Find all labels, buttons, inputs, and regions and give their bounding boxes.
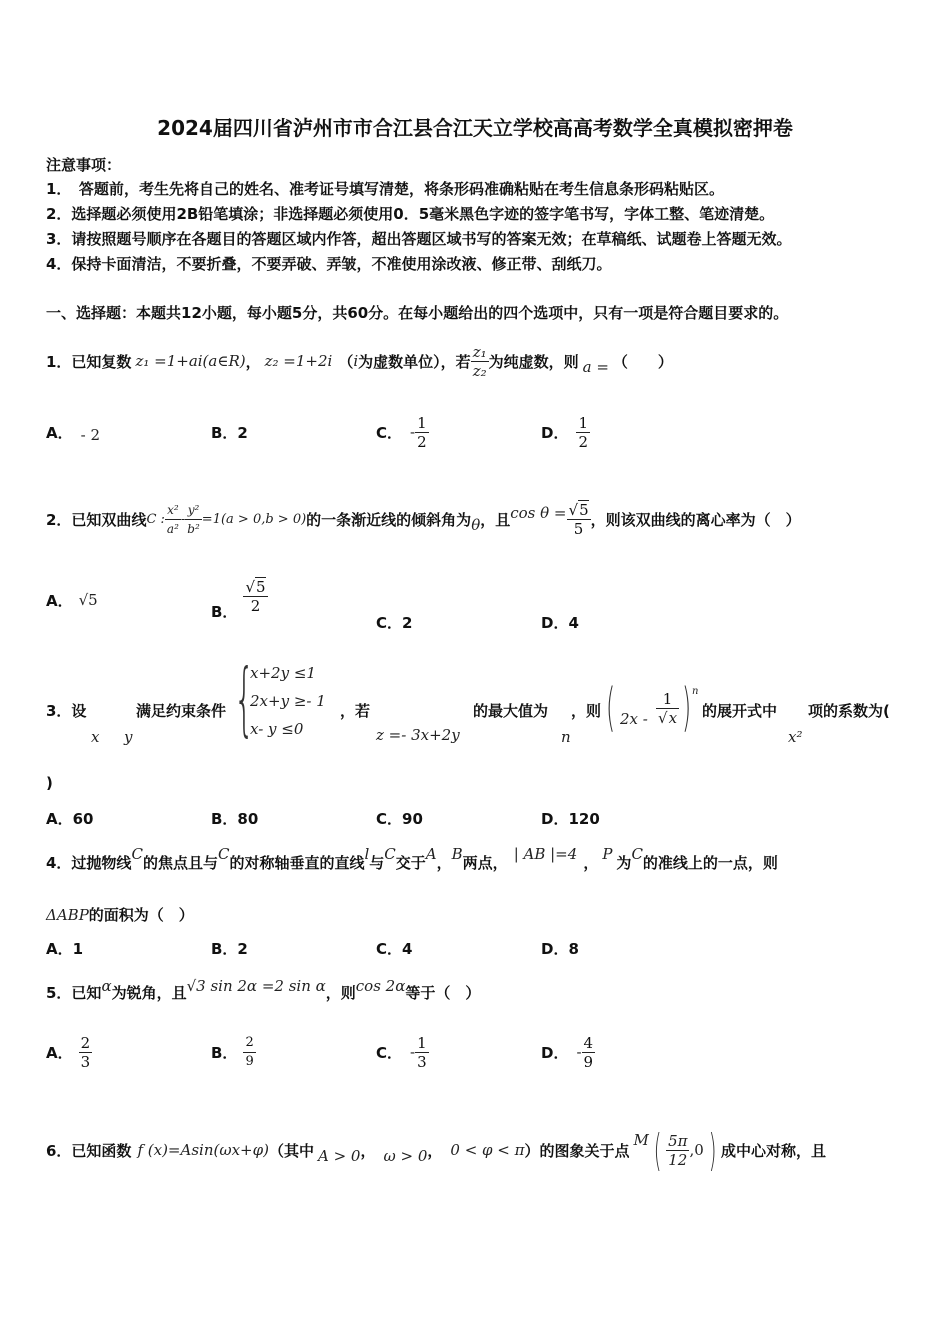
question-4 (46, 840, 778, 884)
option-label: D． (541, 1043, 569, 1062)
q3-text: ，则 (571, 702, 602, 720)
frac-num: 1 (417, 1033, 427, 1052)
page-title: 2024届四川省泸州市市合江县合江天立学校高高考数学全真模拟密押卷 (157, 116, 793, 140)
frac-den: 5 (573, 519, 584, 538)
q5-option-d[interactable] (541, 1030, 595, 1074)
q2-text: ，则该双曲线的离心率为（ ） (590, 510, 801, 529)
q3-x2: x² (788, 728, 803, 746)
option-fraction (576, 414, 590, 451)
q2-condition: =1(a > 0,b > 0) (201, 511, 307, 527)
q3-text: 的最大值为 (473, 702, 549, 720)
notice-item: 3．请按照题号顺序在各题目的答题区域内作答，超出答题区域书写的答案无效；在草稿纸、试题卷上答题无效。 (46, 230, 792, 248)
right-paren-icon: ) (708, 1124, 717, 1176)
option-fraction (243, 1034, 255, 1071)
frac-num: √5 (568, 500, 589, 519)
option-label: B． (211, 602, 238, 621)
question-5 (46, 970, 480, 1014)
q1-z2-formula: z₂ =1+2i (264, 352, 333, 370)
q3-y: y (124, 728, 133, 746)
q3-text: ) (46, 774, 53, 792)
q2-frac-sqrt5 (567, 501, 591, 538)
notice-item: 2．选择题必须使用2B铅笔填涂；非选择题必须使用0．5毫米黑色字迹的签字笔书写，字体工整、笔迹清楚。 (46, 205, 775, 223)
q1-option-c[interactable] (376, 410, 429, 454)
question-1 (46, 336, 673, 386)
option-fraction (243, 578, 267, 615)
q1-option-b[interactable]: B．2 (211, 423, 248, 442)
q3-text: ，若 (340, 702, 371, 720)
option-value: √5 (78, 591, 98, 609)
q3-constraint: x+2y ≤1 (250, 664, 316, 682)
q4-text: 的准线上的一点，则 (642, 853, 778, 872)
q4-text: 的面积为（ ） (88, 906, 194, 924)
q1-i-symbol: i (353, 352, 359, 370)
q6-text: 6．已知函数 (46, 1141, 132, 1160)
q1-option-d[interactable] (541, 410, 590, 454)
frac-den: 2 (578, 432, 588, 451)
q3-exponent: n (692, 686, 699, 697)
frac-num: 1 (656, 690, 679, 709)
q5-alpha: α (101, 977, 112, 995)
q2-text: ，且 (480, 510, 511, 529)
frac-den: √x (658, 709, 678, 727)
minus-sign: - (576, 1043, 582, 1061)
q4-P: P (602, 845, 613, 863)
q3-text: 3．设 (46, 702, 87, 720)
q5-text: ，则 (325, 983, 356, 1002)
q4-option-d[interactable]: D．8 (541, 940, 579, 958)
q3-frac (656, 690, 679, 727)
q5-equation: √3 sin 2α =2 sin α (186, 977, 326, 995)
q3-objective: z =- 3x+2y (376, 726, 460, 744)
q5-option-b[interactable] (211, 1030, 256, 1074)
q6-M: M (633, 1131, 649, 1149)
option-label: A． (46, 1043, 73, 1062)
frac-num: 2 (243, 1034, 255, 1053)
q6-text: ）的图象关于点 (524, 1141, 630, 1160)
q4-text: 4．过抛物线 (46, 853, 132, 872)
q3-text: 满足约束条件 (136, 702, 227, 720)
radicand: 5 (256, 577, 266, 596)
frac-num: 4 (583, 1033, 594, 1052)
q4-text: 为 (616, 853, 632, 872)
q1-z1-formula: z₁ =1+ai(a∈R) (135, 352, 246, 370)
option-label: A． (46, 591, 73, 610)
section-heading: 一、选择题：本题共12小题，每小题5分，共60分。在每小题给出的四个选项中，只有一项是符合题目要求的。 (46, 304, 789, 322)
q1-option-a[interactable] (46, 410, 100, 454)
option-fraction (415, 1034, 429, 1071)
q4-text: 的对称轴垂直的直线 (229, 853, 365, 872)
frac-num: √5 (245, 577, 266, 596)
frac-den: b² (187, 521, 200, 536)
q2-theta: θ (471, 516, 481, 534)
q4-l: l (364, 845, 370, 863)
q2-text: 的一条渐近线的倾斜角为 (306, 510, 472, 529)
q1-text: 1．已知复数 (46, 352, 132, 371)
q4-text: 交于 (395, 853, 426, 872)
q3-text: 项的系数为( (808, 702, 890, 720)
q6-text: ， (427, 1141, 443, 1160)
q4-AB: | AB |=4 (513, 845, 578, 863)
q2-frac-x (165, 501, 181, 538)
frac-den: 9 (245, 1053, 254, 1069)
minus-sign: - (180, 511, 186, 527)
option-label: C． (376, 423, 403, 442)
frac-num: y² (185, 501, 202, 520)
option-label: C． (376, 1043, 403, 1062)
q6-cond-A: A > 0 (317, 1147, 361, 1165)
q2-cos: cos θ = (510, 504, 567, 522)
q3-option-c[interactable]: C．90 (376, 810, 423, 828)
q4-option-a[interactable]: A．1 (46, 940, 84, 958)
frac-den: 3 (80, 1052, 91, 1071)
option-fraction (415, 414, 429, 451)
right-paren-icon: ) (682, 678, 692, 738)
q6-function: f (x)=Asin(ωx+φ) (137, 1141, 269, 1159)
q6-text: ， (360, 1141, 376, 1160)
frac-num: 2 (80, 1033, 91, 1052)
q2-option-b[interactable] (211, 578, 268, 622)
q1-frac-den: z₂ (472, 361, 487, 380)
q1-text: ， (245, 352, 261, 371)
q2-curve-name: C : (146, 511, 165, 527)
question-6 (46, 1122, 826, 1178)
radicand: 5 (579, 500, 589, 519)
q2-text: 2．已知双曲线 (46, 510, 147, 529)
frac-den: 12 (668, 1150, 688, 1169)
q4-text: 的焦点且与 (142, 853, 218, 872)
frac-den: 2 (417, 432, 427, 451)
notice-heading: 注意事项： (46, 156, 122, 174)
q4-C: C (217, 845, 230, 863)
q1-text: （ (338, 352, 354, 371)
minus-sign: - (410, 423, 416, 441)
q5-option-a[interactable] (46, 1030, 92, 1074)
q1-text: 为纯虚数，则 (488, 352, 579, 371)
q6-cond-phi: 0 < φ < π (450, 1141, 525, 1159)
q4-B: B (451, 845, 463, 863)
q2-option-c[interactable]: C．2 (376, 613, 413, 632)
q4-text: 与 (369, 853, 385, 872)
option-label: D． (541, 423, 569, 442)
frac-num: 1 (417, 413, 427, 432)
q3-constraint: 2x+y ≥- 1 (250, 692, 326, 710)
q5-text: 5．已知 (46, 983, 102, 1002)
frac-num: 5π (668, 1131, 688, 1150)
q5-option-c[interactable] (376, 1030, 429, 1074)
frac-num: x² (165, 501, 181, 520)
q1-blank: （ ） (612, 352, 673, 371)
brace-icon: { (234, 652, 255, 745)
left-paren-icon: ( (653, 1124, 662, 1176)
option-fraction (582, 1034, 596, 1071)
q4-option-b[interactable]: B．2 (211, 940, 248, 958)
q4-text: ， (436, 853, 452, 872)
option-label: B． (211, 1043, 238, 1062)
q3-constraint: x- y ≤0 (250, 720, 304, 738)
q5-text: 为锐角，且 (111, 983, 187, 1002)
q3-option-d[interactable]: D．120 (541, 810, 600, 828)
q3-n: n (561, 728, 571, 746)
q2-option-a[interactable] (46, 578, 98, 622)
radicand: x (668, 709, 678, 727)
q4-C: C (631, 845, 643, 863)
option-value: - 2 (80, 426, 100, 444)
q2-frac-y (185, 501, 202, 538)
q4-triangle: ΔABP (46, 905, 89, 924)
frac-den: a² (166, 521, 179, 536)
notice-item: 4．保持卡面清洁，不要折叠，不要弄破、弄皱，不准使用涂改液、修正带、刮纸刀。 (46, 255, 612, 273)
q6-text: （其中 (268, 1141, 314, 1160)
q3-option-a[interactable]: A．60 (46, 810, 94, 828)
q3-expr: 2x - (620, 710, 648, 728)
left-paren-icon: ( (606, 678, 616, 738)
q3-text: 的展开式中 (702, 702, 778, 720)
minus-sign: - (410, 1043, 416, 1061)
q1-frac-num: z₁ (472, 342, 487, 361)
q4-text: ， (583, 853, 599, 872)
q1-a-symbol: a = (582, 358, 609, 376)
q5-cos: cos 2α (355, 977, 406, 995)
q6-frac (666, 1132, 689, 1169)
q4-line2 (46, 904, 194, 925)
q6-cond-omega: ω > 0 (383, 1147, 428, 1165)
q4-option-c[interactable]: C．4 (376, 940, 413, 958)
notice-item: 1． 答题前，考生先将自己的姓名、准考证号填写清楚，将条形码准确粘贴在考生信息条形码粘贴区。 (46, 180, 724, 198)
frac-den: 3 (417, 1052, 427, 1071)
q5-text: 等于（ ） (405, 983, 481, 1002)
option-fraction (79, 1034, 93, 1071)
frac-den: 9 (583, 1052, 594, 1071)
q3-x: x (91, 728, 100, 746)
q6-point-y: ,0 (689, 1141, 704, 1159)
q3-option-b[interactable]: B．80 (211, 810, 259, 828)
question-2 (46, 494, 801, 544)
option-label: A． (46, 423, 73, 442)
q4-C: C (384, 845, 396, 863)
q4-A: A (425, 845, 437, 863)
q1-text: 为虚数单位），若 (358, 352, 471, 371)
q1-fraction (471, 343, 489, 380)
q4-C: C (131, 845, 143, 863)
q2-option-d[interactable]: D．4 (541, 613, 579, 632)
frac-num: 1 (578, 413, 588, 432)
q4-text: 两点， (462, 853, 508, 872)
q6-text: 成中心对称，且 (720, 1141, 826, 1160)
frac-den: 2 (250, 596, 261, 615)
